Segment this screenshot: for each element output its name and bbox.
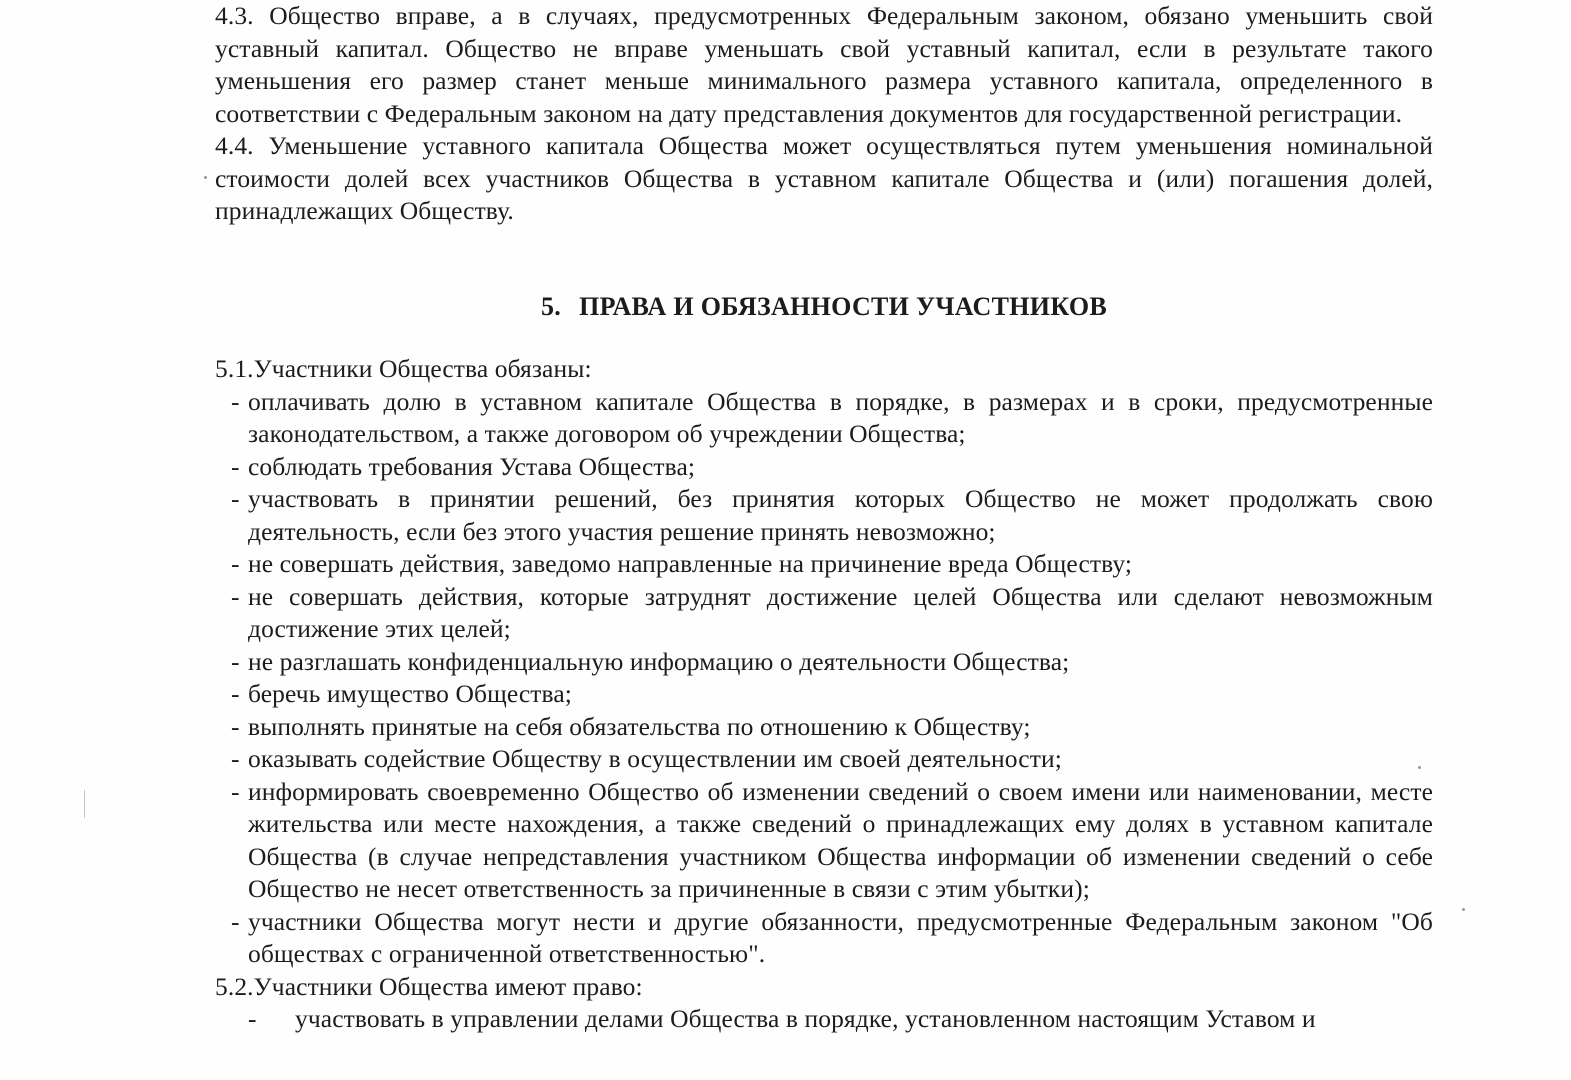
duties-list [215, 386, 1433, 971]
duty-text: оказывать содействие Обществу в осуществлении им своей деятельности; [248, 744, 1062, 773]
list-dash: - [248, 1004, 257, 1033]
duty-text: не совершать действия, которые затруднят достижение целей Общества или сделают невозможным достижение этих целей; [248, 581, 1433, 643]
section-5-number: 5. [540, 292, 562, 321]
duty-text: выполнять принятые на себя обязательства по отношению к Обществу; [248, 711, 1031, 741]
scan-speck [1462, 908, 1465, 911]
list-dash: - [231, 484, 240, 513]
duty-item [215, 646, 1433, 679]
duty-item [215, 386, 1433, 451]
duty-text: соблюдать требования Устава Общества; [248, 451, 696, 481]
list-dash: - [231, 744, 240, 773]
section-5-title: ПРАВА И ОБЯЗАННОСТИ УЧАСТНИКОВ [579, 292, 1107, 321]
duty-item [215, 711, 1433, 744]
right-item [215, 1003, 1433, 1036]
duty-item [215, 743, 1433, 776]
section-5-text [215, 353, 1433, 1036]
duty-item [215, 451, 1433, 484]
duty-item [215, 483, 1433, 548]
duty-item [215, 548, 1433, 581]
rights-list [215, 1003, 1433, 1036]
list-dash: - [231, 549, 240, 578]
paragraph-5-1-intro: 5.1.Участники Общества обязаны: [215, 354, 592, 383]
duty-item [215, 776, 1433, 906]
section-4-text [215, 0, 1433, 228]
scan-speck [204, 176, 207, 179]
duty-text: не разглашать конфиденциальную информацию о деятельности Общества; [248, 646, 1070, 676]
list-dash: - [231, 646, 240, 676]
scan-edge-mark [84, 790, 85, 818]
list-dash: - [231, 711, 240, 741]
list-dash: - [231, 776, 240, 806]
duty-item [215, 906, 1433, 971]
duty-text: участвовать в принятии решений, без принятия которых Общество не может продолжать свою деятельность, если без этого участия решение принять невозможно; [248, 484, 1433, 546]
scan-speck [1418, 766, 1421, 769]
duty-text: участники Общества могут нести и другие обязанности, предусмотренные Федеральным законом "Об обществах с ограниченной ответственностью". [248, 906, 1433, 968]
duty-text: оплачивать долю в уставном капитале Общества в порядке, в размерах и в сроки, предусмотренные законодательством, а также договором об учреждении Общества; [248, 386, 1433, 448]
paragraph-4-4: 4.4. Уменьшение уставного капитала Общества может осуществляться путем уменьшения номинальной стоимости долей всех участников Общества в уставном капитале Общества и (или) погашения долей, принадлежащих Обществу. [215, 131, 1433, 225]
paragraph-5-2-intro: 5.2.Участники Общества имеют право: [215, 971, 643, 1001]
duty-text: не совершать действия, заведомо направленные на причинение вреда Обществу; [248, 549, 1133, 578]
list-dash: - [231, 906, 240, 936]
section-5-heading [215, 291, 1433, 323]
duty-text: информировать своевременно Общество об изменении сведений о своем имени или наименовании, месте жительства или месте нахождения, а также сведений о принадлежащих ему долях в уставном капитале Общества (в случае непредставления участником Общества информации об изменении сведений о себе Общество не несет ответственность за причиненные в связи с этим убытки); [248, 776, 1433, 903]
duty-text: беречь имущество Общества; [248, 679, 572, 708]
list-dash: - [231, 451, 240, 481]
paragraph-4-3: 4.3. Общество вправе, а в случаях, предусмотренных Федеральным законом, обязано уменьшить свой уставный капитал. Общество не вправе уменьшать свой уставный капитал, если в результате такого уменьшения его размер станет меньше минимального размера уставного капитала, определенного в соответствии с Федеральным законом на дату представления документов для государственной регистрации. [215, 1, 1433, 128]
list-dash: - [231, 679, 240, 708]
list-dash: - [231, 386, 240, 416]
right-text: участвовать в управлении делами Общества в порядке, установленном настоящим Уставом и [295, 1004, 1316, 1033]
duty-item [215, 581, 1433, 646]
duty-item [215, 678, 1433, 711]
list-dash: - [231, 581, 240, 611]
